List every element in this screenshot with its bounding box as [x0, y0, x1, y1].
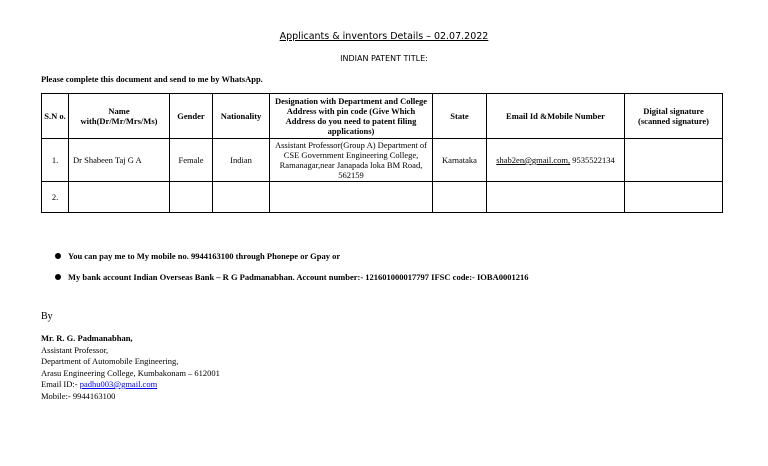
email-label: Email ID:-	[41, 379, 78, 389]
signer-email-link[interactable]: padhu003@gmail.com	[79, 379, 158, 389]
table-row	[42, 139, 723, 182]
signer-email-line	[41, 379, 220, 391]
cell-sno: 2.	[42, 182, 69, 213]
patent-title-label: INDIAN PATENT TITLE:	[340, 54, 428, 63]
table-row	[42, 182, 723, 213]
cell-state	[433, 182, 487, 213]
applicants-table	[41, 93, 723, 213]
document-title: Applicants & inventors Details – 02.07.2022	[279, 31, 489, 42]
cell-nationality: Indian	[213, 139, 270, 182]
signer-college: Arasu Engineering College, Kumbakonam – 612001	[41, 367, 220, 378]
cell-signature	[625, 182, 723, 213]
cell-state: Karnataka	[433, 139, 487, 182]
cell-sno: 1.	[42, 139, 69, 182]
signer-mobile: Mobile:- 9944163100	[41, 390, 116, 401]
cell-signature	[625, 139, 723, 182]
header-name: Name with(Dr/Mr/Mrs/Ms)	[69, 94, 170, 139]
cell-nationality	[213, 182, 270, 213]
signer-department: Department of Automobile Engineering,	[41, 356, 179, 366]
list-item	[55, 272, 528, 293]
header-nationality: Nationality	[213, 94, 270, 139]
bullet-icon	[55, 253, 61, 259]
header-state: State	[433, 94, 487, 139]
signature-block	[41, 333, 220, 402]
header-sno: S.N o.	[42, 94, 69, 139]
header-email-mobile: Email Id &Mobile Number	[487, 94, 625, 139]
cell-name	[69, 182, 170, 213]
cell-gender	[170, 182, 213, 213]
applicant-mobile: 9535522134	[572, 155, 615, 165]
header-gender: Gender	[170, 94, 213, 139]
header-signature: Digital signature (scanned signature)	[625, 94, 723, 139]
signer-designation: Assistant Professor,	[41, 344, 109, 355]
cell-email-mobile	[487, 139, 625, 182]
cell-name: Dr Shabeen Taj G A	[69, 139, 170, 182]
by-label: By	[41, 311, 53, 322]
table-header-row	[42, 94, 723, 139]
list-item	[55, 251, 528, 272]
payment-bank-text: My bank account Indian Overseas Bank – R G Padmanabhan. Account number:- 121601000017797 IFSC code:- IOBA0001216	[68, 272, 529, 282]
instruction-text: Please complete this document and send to me by WhatsApp.	[41, 74, 263, 84]
payment-list	[55, 251, 528, 293]
signer-name: Mr. R. G. Padmanabhan,	[41, 333, 133, 343]
applicant-email-link[interactable]: shab2en@gmail.com,	[496, 155, 571, 165]
bullet-icon	[55, 274, 61, 280]
cell-address	[270, 182, 433, 213]
cell-email-mobile	[487, 182, 625, 213]
header-designation: Designation with Department and College Address with pin code (Give Which Address do you need to patent filing applications)	[270, 94, 433, 139]
payment-phone-text: You can pay me to My mobile no. 9944163100 through Phonepe or Gpay or	[68, 251, 341, 261]
cell-gender: Female	[170, 139, 213, 182]
cell-address: Assistant Professor(Group A) Department of CSE Government Engineering College, Ramanagar,near Janapada loka BM Road, 562159	[270, 139, 433, 182]
